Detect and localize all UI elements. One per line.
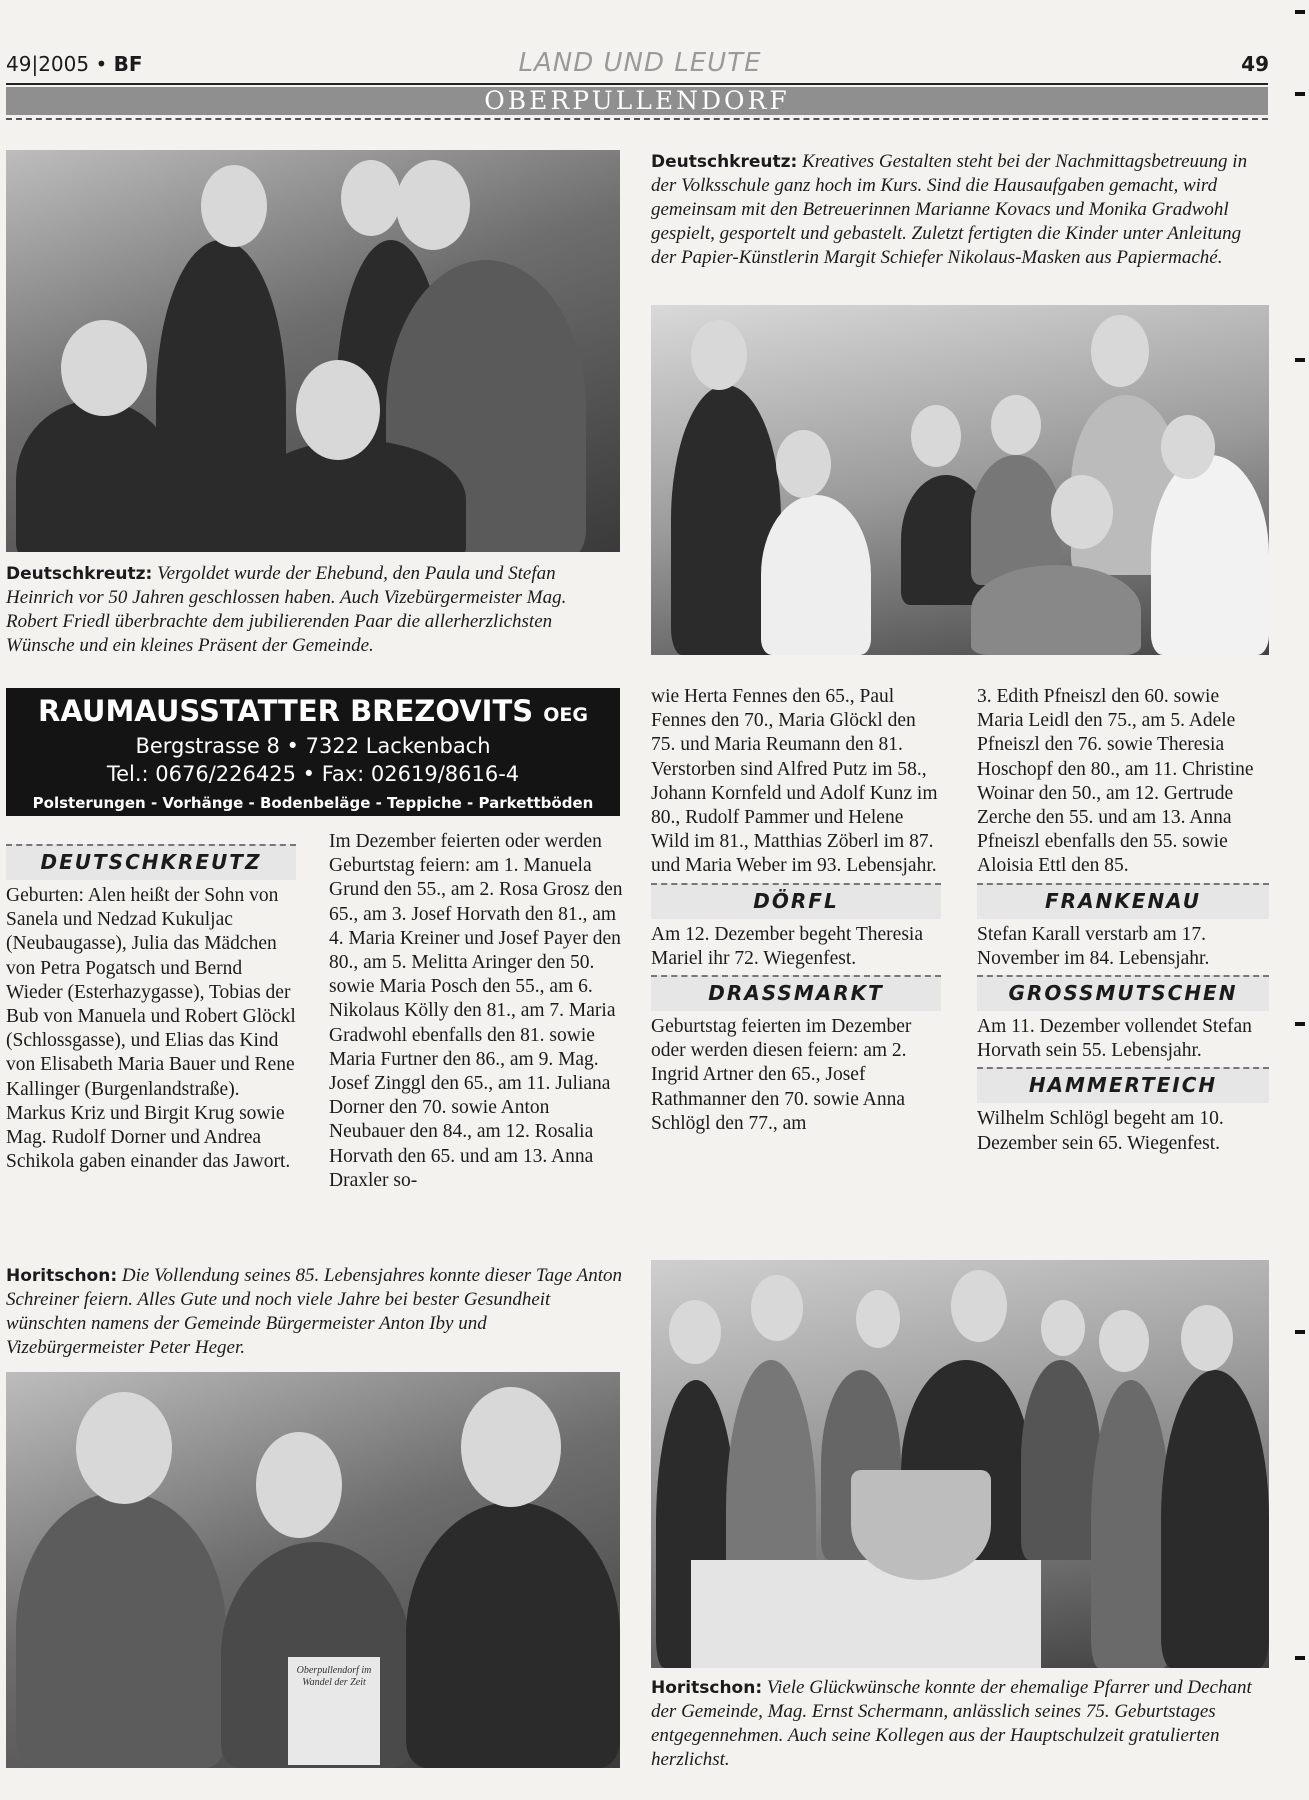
table — [691, 1560, 1041, 1668]
section-title: LAND UND LEUTE — [518, 48, 762, 78]
caption-text: Vergoldet wurde der Ehebund, den Paula und Stefan Heinrich vor 50 Jahren geschlossen haben. Auch Vizebürgermeister Mag. Robert Friedl überbrachte dem jubilierenden Paar die allerherzlichsten Wünsche und ein kleines Präsent der Gemeinde. — [6, 563, 567, 656]
issue-info — [6, 52, 143, 76]
caption-place: Deutschkreutz: — [651, 152, 798, 172]
birthdays-continued: wie Herta Fennes den 65., Paul Fennes den 70., Maria Glöckl den 75. und Maria Reumann den 81. — [651, 686, 916, 756]
caption-place: Horitschon: — [651, 1678, 763, 1698]
doerfl-text: Am 12. Dezember begeht Theresia Mariel ihr 72. Wiegenfest. — [651, 923, 923, 969]
heading-hammerteich: HAMMERTEICH — [977, 1067, 1269, 1103]
book-title: Oberpullendorf im Wandel der Zeit — [296, 1665, 372, 1688]
scan-mark — [1295, 1656, 1305, 1660]
drassmarkt-continued: 3. Edith Pfneiszl den 60. sowie Maria Leidl den 75., am 5. Adele Pfneiszl den 76. sowie Theresia Hoschopf den 80., am 11. Christine Woinar den 50., am 12. Gertrude Zerche den 55. und am 13. Anna Pfneiszl ebenfalls den 55. sowie Aloisia Ettl den 85. — [977, 686, 1254, 877]
region-band: OBERPULLENDORF — [6, 87, 1268, 115]
ad-company-name — [6, 694, 620, 728]
caption-text: Viele Glückwünsche konnte der ehemalige Pfarrer und Dechant der Gemeinde, Mag. Ernst Schermann, anlässlich seines 75. Geburtstages entgegennehmen. Auch seine Kollegen aus der Hauptschulzeit gratulierten herzlichst. — [651, 1677, 1252, 1770]
hammerteich-text: Wilhelm Schlögl begeht am 10. Dezember sein 65. Wiegenfest. — [977, 1108, 1224, 1154]
column-birthdays — [329, 830, 623, 1193]
caption-text: Die Vollendung seines 85. Lebensjahres konnte dieser Tage Anton Schreiner feiern. Alles Gute und noch viele Jahre bei bester Gesundheit wünschten namens der Gemeinde Bürgermeister Anton Iby und Vizebürgermeister Peter Heger. — [6, 1265, 622, 1358]
ad-phone: Tel.: 0676/226425 • Fax: 02619/8616-4 — [106, 762, 520, 786]
frankenau-text: Stefan Karall verstarb am 17. November im 84. Lebensjahr. — [977, 923, 1210, 969]
scan-mark — [1295, 358, 1305, 362]
weddings-text: Markus Kriz und Birgit Krug sowie Mag. Rudolf Dorner und Andrea Schikola gaben einander das Jawort. — [6, 1102, 291, 1173]
page-number: 49 — [1241, 52, 1269, 76]
births-text: Geburten: Alen heißt der Sohn von Sanela und Nedzad Kukuljac (Neubaugasse), Julia das Mädchen von Petra Pogatsch und Bernd Wieder (Esterhazygasse), Tobias der Bub von Manuela und Robert Glöckl (Schlossgasse), und Elias das Kind von Elisabeth Maria Bauer und Rene Kallinger (Burgenlandstraße). — [6, 885, 296, 1100]
caption-place: Horitschon: — [6, 1266, 118, 1286]
heading-doerfl: DÖRFL — [651, 883, 941, 919]
ad-services: Polsterungen - Vorhänge - Bodenbeläge - Teppiche - Parkettböden — [32, 794, 594, 812]
birthdays-text: Im Dezember feierten oder werden Geburtstag feiern: am 1. Manuela Grund den 55., am 2. Rosa Grosz den 65., am 3. Josef Horvath den 81., am 4. Maria Kreiner und Josef Payer den 80., am 5. Melitta Aringer den 50. sowie Maria Posch den 55., am 6. Nikolaus Kölly den 81., am 7. Maria Gradwohl ebenfalls den 81. sowie Maria Furtner den 86., am 9. Mag. Josef Zinggl den 65., am 11. Juliana Dorner den 70. sowie Anton Neubauer den 84., am 12. Rosalia Horvath den 65. und am 13. Anna Draxler so- — [329, 831, 623, 1191]
ad-suffix: OEG — [543, 704, 588, 726]
header-dashed-rule — [6, 118, 1268, 120]
gift-basket — [851, 1470, 991, 1580]
scan-mark — [1295, 1022, 1305, 1026]
caption-nachmittagsbetreuung — [651, 150, 1269, 270]
deaths-text: Verstorben sind Alfred Putz im 58., Johann Kornfeld und Adolf Kunz im 80., Rudolf Pammer und Helene Wild im 81., Matthias Zöberl im 87. und Maria Weber im 93. Lebensjahr. — [651, 758, 938, 877]
ad-name: RAUMAUSSTATTER BREZOVITS — [38, 694, 534, 728]
heading-grossmutschen: GROSSMUTSCHEN — [977, 975, 1269, 1011]
bullet: • — [95, 52, 108, 76]
issue-number: 49|2005 — [6, 52, 90, 76]
caption-anton-schreiner — [6, 1264, 624, 1360]
heading-deutschkreutz: DEUTSCHKREUTZ — [6, 844, 296, 880]
photo-children-crafting — [651, 305, 1269, 655]
caption-golden-wedding — [6, 562, 620, 658]
column-three — [651, 685, 941, 1136]
caption-ernst-schermann — [651, 1676, 1269, 1772]
scan-mark — [1295, 92, 1305, 96]
paper-name: BF — [113, 52, 143, 76]
heading-drassmarkt: DRASSMARKT — [651, 975, 941, 1011]
book-cover — [288, 1657, 380, 1765]
advertisement-brezovits — [6, 688, 620, 816]
scan-mark — [1295, 10, 1305, 14]
drassmarkt-text: Geburtstag feierten im Dezember oder werden diesen feiern: am 2. Ingrid Artner den 65., Josef Rathmanner den 70. sowie Anna Schlögl den 77., am — [651, 1016, 912, 1134]
header-rule — [6, 83, 1268, 85]
caption-text: Kreatives Gestalten steht bei der Nachmittagsbetreuung in der Volksschule ganz hoch im Kurs. Sind die Hausaufgaben gemacht, wird gemeinsam mit den Betreuerinnen Marianne Kovacs und Monika Gradwohl gespielt, gesportelt und gebastelt. Zuletzt fertigten die Kinder unter Anleitung der Papier-Künstlerin Margit Schiefer Nikolaus-Masken aus Papiermaché. — [651, 151, 1248, 268]
photo-golden-wedding — [6, 150, 620, 552]
scan-mark — [1295, 1330, 1305, 1334]
ad-address: Bergstrasse 8 • 7322 Lackenbach — [135, 734, 491, 758]
photo-anton-schreiner — [6, 1372, 620, 1768]
caption-place: Deutschkreutz: — [6, 564, 153, 584]
photo-ernst-schermann — [651, 1260, 1269, 1668]
column-deutschkreutz — [6, 840, 296, 1174]
grossmutschen-text: Am 11. Dezember vollendet Stefan Horvath sein 55. Lebensjahr. — [977, 1016, 1252, 1062]
heading-frankenau: FRANKENAU — [977, 883, 1269, 919]
column-four — [977, 685, 1269, 1156]
